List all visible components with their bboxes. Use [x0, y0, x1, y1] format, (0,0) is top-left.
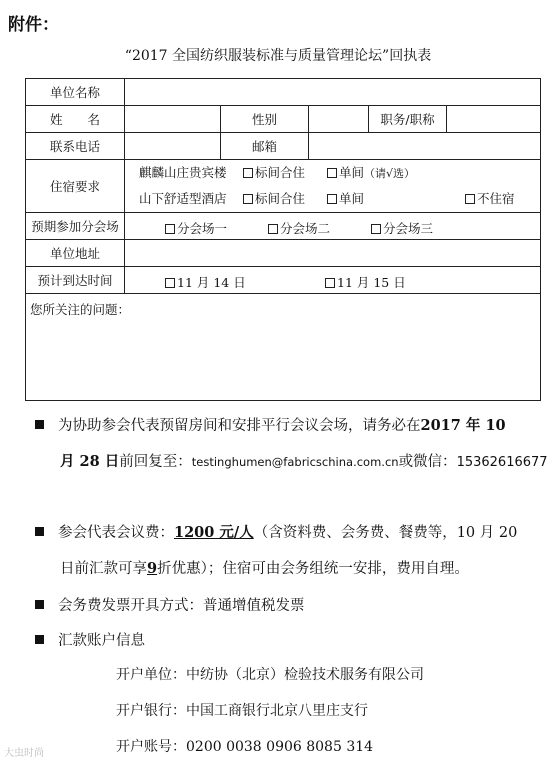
hotel2-single-checkbox[interactable]: [327, 194, 337, 204]
session1-label: 分会场一: [177, 221, 228, 236]
phone-label: 联系电话: [26, 133, 125, 160]
unit-name-field[interactable]: [125, 79, 541, 106]
form-title: “2017 全国纺织服装标准与质量管理论坛”回执表: [124, 48, 432, 64]
name-field[interactable]: [125, 106, 221, 133]
attachment-label: 附件：: [8, 15, 59, 35]
hotel1-single-checkbox[interactable]: [327, 168, 337, 178]
note-1-cont: 月 28 日前回复至：testinghumen@fabricschina.com.cn或微信：15362616677: [60, 453, 548, 470]
hotel1-name: 麒麟山庄贵宾楼: [139, 165, 227, 180]
row-address: [26, 240, 541, 267]
note-2-cont: 日前汇款可享9折优惠）；住宿可由会务组统一安排，费用自理。: [60, 560, 469, 577]
concerns-field[interactable]: [26, 294, 541, 401]
session-label: 预期参加分会场: [26, 213, 125, 240]
hotel1-single-label: 单间: [339, 165, 365, 180]
receipt-form-table: [25, 78, 541, 401]
concerns-label: 您所关注的问题：: [30, 302, 131, 317]
arrival-label: 预计到达时间: [26, 267, 125, 294]
hotel1-line: [139, 160, 540, 186]
bullet-square-icon: [35, 635, 44, 644]
session2-checkbox[interactable]: [268, 224, 278, 234]
account-bank: 开户银行：中国工商银行北京八里庄支行: [116, 703, 368, 719]
hotel2-shared-label: 标间合住: [255, 191, 306, 206]
session2-label: 分会场二: [280, 221, 331, 236]
phone-field[interactable]: [125, 133, 221, 160]
no-stay-label: 不住宿: [477, 191, 515, 206]
contact-email: testinghumen@fabricschina.com.cn: [191, 455, 399, 469]
row-concerns: [26, 294, 541, 401]
session3-checkbox[interactable]: [371, 224, 381, 234]
email-label: 邮箱: [221, 133, 309, 160]
unit-name-label: 单位名称: [26, 79, 125, 106]
bullet-square-icon: [35, 527, 44, 536]
note-4: 汇款账户信息: [35, 629, 145, 650]
hotel2-line: [139, 186, 540, 212]
session3-label: 分会场三: [383, 221, 434, 236]
hotel1-shared-checkbox[interactable]: [243, 168, 253, 178]
discount-value: 9: [147, 560, 158, 577]
address-field[interactable]: [125, 240, 541, 267]
watermark-logo: 大虫时尚: [4, 748, 44, 759]
row-phone: [26, 133, 541, 160]
bullet-square-icon: [35, 420, 44, 429]
email-field[interactable]: [309, 133, 541, 160]
hotel2-shared-checkbox[interactable]: [243, 194, 253, 204]
fee-amount: 1200 元/人: [174, 524, 254, 541]
wechat-number: 15362616677: [456, 455, 548, 470]
arrival-15-checkbox[interactable]: [325, 278, 335, 288]
row-sessions: [26, 213, 541, 240]
row-lodging: [26, 160, 541, 213]
note-1: 为协助参会代表预留房间和安排平行会议会场，请务必在2017 年 10: [35, 414, 506, 435]
session1-checkbox[interactable]: [165, 224, 175, 234]
account-holder: 开户单位：中纺协（北京）检验技术服务有限公司: [116, 667, 424, 683]
name-label: 姓 名: [26, 106, 125, 133]
position-label: 职务/职称: [369, 106, 447, 133]
arrival-14-label: 11 月 14 日: [177, 275, 246, 290]
note-2: 参会代表会议费：1200 元/人（含资料费、会务费、餐费等，10 月 20: [35, 521, 517, 542]
gender-label: 性别: [221, 106, 309, 133]
arrival-15-label: 11 月 15 日: [337, 275, 406, 290]
bullet-square-icon: [35, 600, 44, 609]
no-stay-checkbox[interactable]: [465, 194, 475, 204]
position-field[interactable]: [447, 106, 541, 133]
gender-field[interactable]: [309, 106, 369, 133]
note-3: 会务费发票开具方式：普通增值税发票: [35, 594, 305, 615]
row-arrival: [26, 267, 541, 294]
lodging-label: 住宿要求: [26, 160, 125, 213]
hotel2-single-label: 单间: [339, 191, 365, 206]
account-number: 开户账号：0200 0038 0906 8085 314: [116, 739, 374, 755]
row-name: [26, 106, 541, 133]
row-unit-name: [26, 79, 541, 106]
arrival-14-checkbox[interactable]: [165, 278, 175, 288]
hotel2-name: 山下舒适型酒店: [139, 191, 227, 206]
select-note: （请√选）: [364, 167, 416, 180]
address-label: 单位地址: [26, 240, 125, 267]
hotel1-shared-label: 标间合住: [255, 165, 306, 180]
